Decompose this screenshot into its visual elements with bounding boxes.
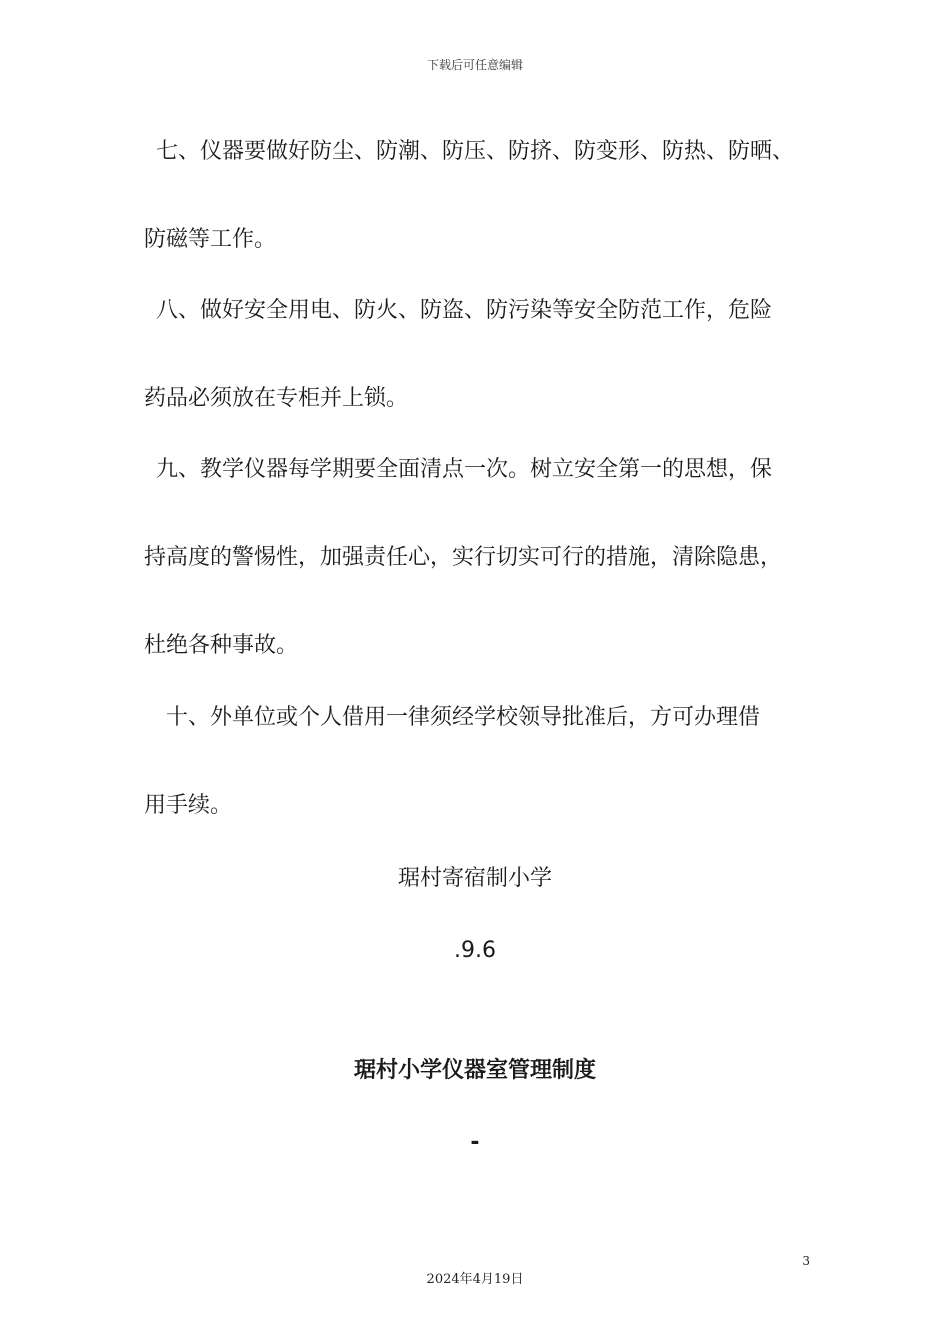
body-line-6: 持高度的警惕性，加强责任心，实行切实可行的措施，清除隐患， — [144, 545, 783, 570]
body-line-4: 药品必须放在专柜并上锁。 — [144, 386, 409, 411]
signature-date: .9.6 — [454, 938, 496, 963]
body-line-7: 杜绝各种事故。 — [144, 633, 299, 658]
page-number: 3 — [802, 1254, 810, 1268]
body-line-9: 用手续。 — [144, 793, 233, 818]
body-line-8: 十、外单位或个人借用一律须经学校领导批准后，方可办理借 — [166, 705, 761, 730]
section-dash: - — [470, 1130, 480, 1155]
footer-date: 2024年4月19日 — [426, 1272, 524, 1287]
body-line-5: 九、教学仪器每学期要全面清点一次。树立安全第一的思想，保 — [156, 457, 773, 482]
body-line-3: 八、做好安全用电、防火、防盗、防污染等安全防范工作，危险 — [156, 298, 773, 323]
signature-school: 琚村寄宿制小学 — [397, 866, 552, 891]
header-note: 下载后可任意编辑 — [426, 58, 523, 72]
next-section-title: 琚村小学仪器室管理制度 — [353, 1058, 596, 1083]
body-line-1: 七、仪器要做好防尘、防潮、防压、防挤、防变形、防热、防晒、 — [156, 139, 795, 164]
body-line-2: 防磁等工作。 — [144, 227, 277, 252]
